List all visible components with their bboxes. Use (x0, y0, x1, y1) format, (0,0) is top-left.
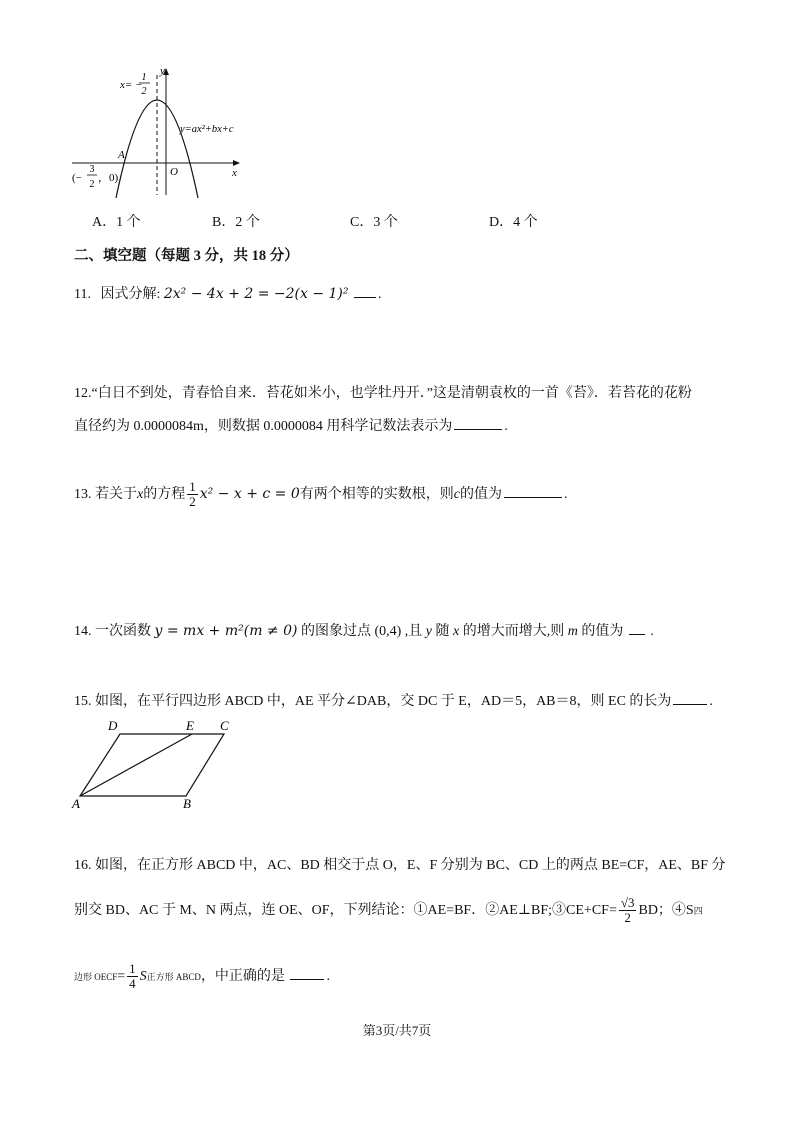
q12-line2-text: 直径约为 0.0000084m，则数据 0.0000084 用科学记数法表示为 (74, 419, 453, 434)
point-a-label: A (118, 149, 125, 161)
option-text: 2 个 (235, 215, 260, 230)
q13-suffix: 的值为 (459, 487, 502, 502)
option-letter: C． (350, 215, 374, 230)
option-letter: D． (489, 215, 514, 230)
option-letter: B． (212, 215, 236, 230)
option-text: 3 个 (373, 215, 398, 230)
q15-end: . (709, 694, 713, 709)
q16-fraction (127, 962, 138, 991)
label-d: D (108, 718, 118, 733)
q15-answer-blank (673, 690, 707, 705)
parallelogram-abcd (80, 734, 224, 796)
question-16-line2 (74, 892, 703, 930)
page-footer: 第3页/共7页 (362, 1023, 432, 1038)
q16-frac-num: 1 (129, 961, 136, 977)
question-12-line2 (74, 415, 508, 437)
q14-prefix: 14. 一次函数 (74, 624, 155, 639)
q13-mid2: 有两个相等的实数根，则 (299, 487, 454, 502)
q11-math: 2x² − 4x + 2 = −2(x − 1)² (163, 286, 349, 302)
question-12-line1: 12.“白日不到处，青春恰自来．苔花如米小，也学牡丹开．”这是清朝袁枚的一首《苔》．若苔花的花粉 (74, 386, 692, 401)
q13-mid1: 的方程 (143, 487, 186, 502)
q11-number: 11. (74, 287, 91, 302)
section-title: 二、填空题（每题 3 分，共 18 分） (74, 248, 299, 264)
axis-line-label: x= − (120, 79, 143, 91)
axis-frac-den: 2 (141, 86, 147, 97)
q14-suffix: 的值为 (577, 624, 627, 639)
q16-sqrt-fraction (619, 896, 637, 925)
point-coord-suffix: ，0) (98, 172, 119, 184)
q11-text: 因式分解: (100, 287, 164, 302)
q16-line3-eq: = (117, 969, 126, 984)
point-coord-prefix: (− (72, 172, 82, 184)
q16-line3-sub: 边形 OECF (74, 972, 118, 982)
q15-text: 15. 如图，在平行四边形 ABCD 中，AE 平分∠DAB，交 DC 于 E，AD＝5，AB＝8，则 EC 的长为 (74, 694, 672, 709)
label-c: C (220, 718, 229, 733)
q13-end: . (563, 487, 568, 502)
q14-var-m: m (567, 624, 578, 639)
q12-end: . (504, 419, 508, 434)
label-b: B (183, 796, 191, 810)
curve-equation-label: y=ax²+bx+c (180, 124, 234, 135)
q14-var-y: y (425, 624, 433, 639)
q13-answer-blank (504, 483, 562, 498)
q13-frac-den: 2 (189, 494, 196, 510)
q13-equation: x² − x + c = 0 (199, 486, 300, 502)
option-d (489, 213, 538, 233)
question-14 (74, 620, 654, 642)
q16-line3-s: S (139, 969, 147, 984)
question-13 (74, 478, 567, 511)
x-axis-arrow (233, 160, 240, 166)
q16-end: . (326, 969, 330, 984)
q14-end: . (650, 624, 654, 639)
q14-mid1: 的图象过点 (0,4) ,且 (297, 624, 426, 639)
option-b (212, 213, 260, 233)
q13-frac-num: 1 (189, 479, 196, 495)
option-letter: A． (92, 215, 117, 230)
parallelogram-figure (70, 718, 240, 810)
segment-ae (80, 734, 192, 796)
option-c (350, 213, 398, 233)
q16-sub-si: 四 (693, 906, 703, 916)
q13-var-x: x (137, 487, 144, 502)
q16-sqrt-den: 2 (624, 910, 631, 926)
parabola-figure (60, 60, 260, 200)
question-15 (74, 690, 713, 712)
y-axis-label: y (160, 65, 165, 77)
q16-line3-tail: ，中正确的是 (200, 969, 289, 984)
label-e: E (186, 718, 194, 733)
option-text: 1 个 (116, 215, 141, 230)
q13-fraction (187, 480, 198, 509)
q14-answer-blank (629, 620, 645, 635)
question-16-line3 (74, 958, 330, 996)
q14-math: y = mx + m²(m ≠ 0) (154, 623, 298, 639)
question-11 (74, 283, 382, 305)
q13-prefix: 13. 若关于 (74, 487, 137, 502)
q14-mid2: 随 (432, 624, 454, 639)
x-axis-label: x (232, 167, 237, 179)
point-coord-den: 2 (89, 179, 95, 190)
option-a (92, 213, 141, 233)
point-coord-num: 3 (89, 164, 95, 175)
q11-answer-blank (354, 283, 376, 298)
question-16-line1: 16. 如图，在正方形 ABCD 中，AC、BD 相交于点 O，E、F 分别为 BC、CD 上的两点 BE=CF，AE、BF 分 (74, 858, 726, 873)
q16-line3-sub2: 正方形 ABCD (146, 972, 201, 982)
q12-answer-blank (454, 415, 502, 430)
origin-label: O (170, 166, 178, 178)
option-text: 4 个 (513, 215, 538, 230)
q16-line2-b: BD；④S (638, 903, 694, 918)
q16-frac-den: 4 (129, 976, 136, 992)
q11-end: . (378, 287, 382, 302)
axis-frac-num: 1 (141, 72, 147, 83)
label-a: A (72, 796, 80, 810)
q14-mid3: 的增大而增大,则 (459, 624, 568, 639)
q14-var-x: x (453, 624, 460, 639)
q16-sqrt-num: √3 (620, 895, 635, 911)
q16-line2-a: 别交 BD、AC 于 M、N 两点，连 OE、OF，下列结论：①AE=BF．②AE⊥BF;③CE+CF= (74, 903, 617, 918)
q16-answer-blank (290, 965, 324, 980)
q13-var-c: c (453, 487, 460, 502)
